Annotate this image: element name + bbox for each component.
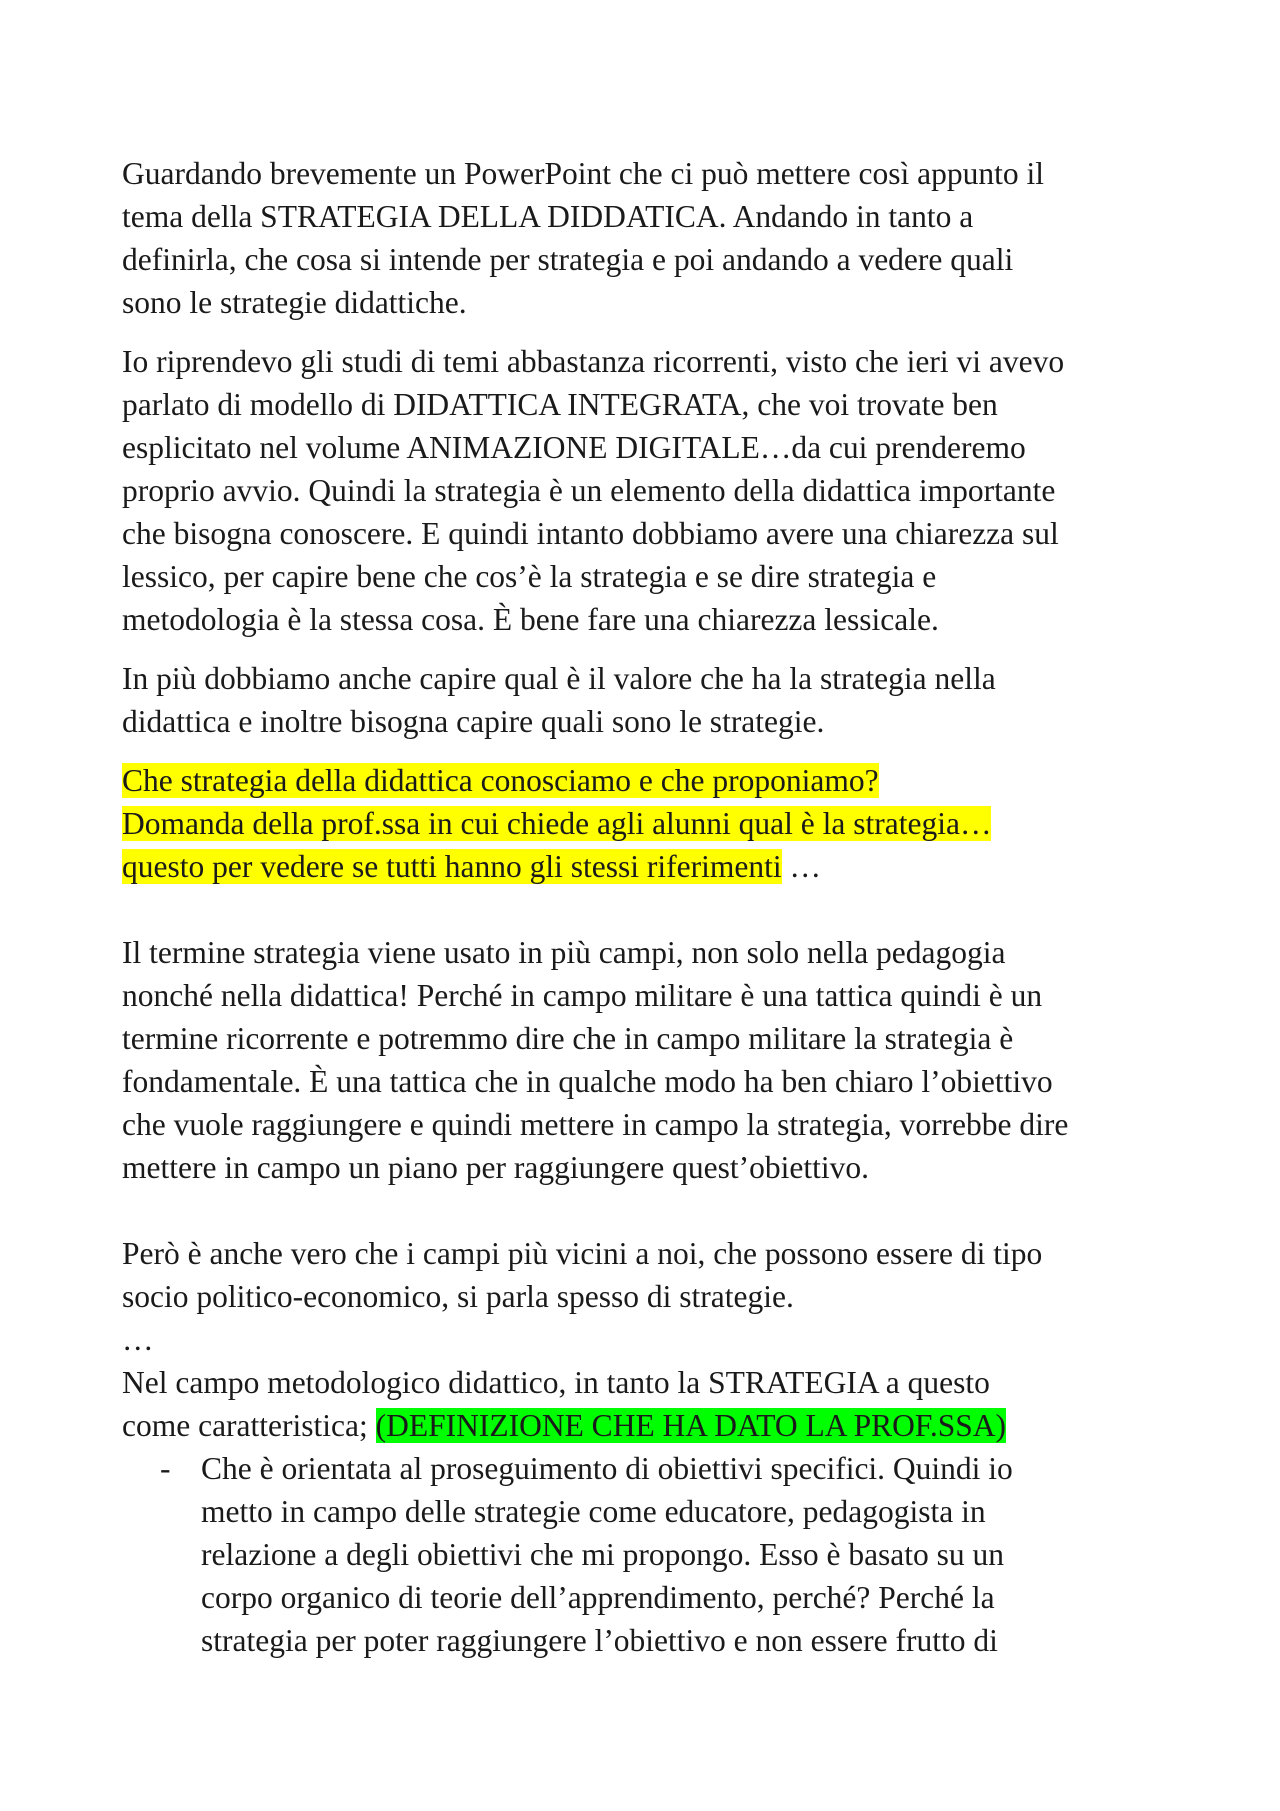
text-line: corpo organico di teorie dell’apprendimento, perché? Perché la bbox=[201, 1580, 995, 1615]
blank-line bbox=[122, 888, 1172, 931]
text-line: Nel campo metodologico didattico, in tanto la STRATEGIA a questo bbox=[122, 1365, 990, 1400]
text-line: esplicitato nel volume ANIMAZIONE DIGITALE…da cui prenderemo bbox=[122, 430, 1026, 465]
text-line: definirla, che cosa si intende per strategia e poi andando a vedere quali bbox=[122, 242, 1014, 277]
paragraph-campo-metodologico bbox=[122, 1232, 1172, 1447]
text-line: … bbox=[122, 1322, 154, 1357]
green-highlight: (DEFINIZIONE CHE HA DATO LA PROF.SSA) bbox=[375, 1408, 1007, 1443]
text-line: Che è orientata al proseguimento di obiettivi specifici. Quindi io bbox=[201, 1451, 1013, 1486]
text-line: che vuole raggiungere e quindi mettere in campo la strategia, vorrebbe dire bbox=[122, 1107, 1069, 1142]
text-line: proprio avvio. Quindi la strategia è un elemento della didattica importante bbox=[122, 473, 1056, 508]
paragraph-didattica-integrata bbox=[122, 340, 1172, 641]
text-line: termine ricorrente e potremmo dire che in campo militare la strategia è bbox=[122, 1021, 1014, 1056]
document-page bbox=[122, 152, 1172, 1662]
text-line: Però è anche vero che i campi più vicini a noi, che possono essere di tipo bbox=[122, 1236, 1043, 1271]
text-line: didattica e inoltre bisogna capire quali sono le strategie. bbox=[122, 704, 825, 739]
paragraph-highlighted-question bbox=[122, 759, 1172, 888]
text-line: lessico, per capire bene che cos’è la strategia e se dire strategia e bbox=[122, 559, 937, 594]
text-line: fondamentale. È una tattica che in qualche modo ha ben chiaro l’obiettivo bbox=[122, 1064, 1053, 1099]
text-line bbox=[122, 802, 1172, 845]
text-line: In più dobbiamo anche capire qual è il valore che ha la strategia nella bbox=[122, 661, 996, 696]
text-line: mettere in campo un piano per raggiungere quest’obiettivo. bbox=[122, 1150, 870, 1185]
yellow-highlight: Che strategia della didattica conosciamo e che proponiamo? bbox=[122, 763, 879, 798]
text-line: metto in campo delle strategie come educatore, pedagogista in bbox=[201, 1494, 986, 1529]
text-fragment: come caratteristica; bbox=[122, 1408, 376, 1443]
text-line bbox=[122, 759, 1172, 802]
text-line: parlato di modello di DIDATTICA INTEGRATA, che voi trovate ben bbox=[122, 387, 998, 422]
yellow-highlight: questo per vedere se tutti hanno gli stessi riferimenti bbox=[122, 849, 782, 884]
text-line: Guardando brevemente un PowerPoint che ci può mettere così appunto il bbox=[122, 156, 1044, 191]
yellow-highlight: Domanda della prof.ssa in cui chiede agli alunni qual è la strategia… bbox=[122, 806, 992, 841]
text-line bbox=[122, 1404, 1172, 1447]
text-line: metodologia è la stessa cosa. È bene fare una chiarezza lessicale. bbox=[122, 602, 939, 637]
paragraph-valore-strategia bbox=[122, 657, 1172, 743]
list-item bbox=[122, 1447, 1172, 1662]
text-line: Il termine strategia viene usato in più campi, non solo nella pedagogia bbox=[122, 935, 1006, 970]
text-line: strategia per poter raggiungere l’obiettivo e non essere frutto di bbox=[201, 1623, 998, 1658]
paragraph-intro bbox=[122, 152, 1172, 324]
bullet-dash: - bbox=[160, 1451, 171, 1486]
text-line: Io riprendevo gli studi di temi abbastanza ricorrenti, visto che ieri vi avevo bbox=[122, 344, 1065, 379]
text-line: nonché nella didattica! Perché in campo militare è una tattica quindi è un bbox=[122, 978, 1043, 1013]
blank-line bbox=[122, 1189, 1172, 1232]
text-line bbox=[122, 845, 1172, 888]
ellipsis-text: … bbox=[781, 849, 821, 884]
text-line: sono le strategie didattiche. bbox=[122, 285, 467, 320]
text-line: tema della STRATEGIA DELLA DIDDATICA. Andando in tanto a bbox=[122, 199, 974, 234]
text-line: che bisogna conoscere. E quindi intanto dobbiamo avere una chiarezza sul bbox=[122, 516, 1059, 551]
text-line: relazione a degli obiettivi che mi propongo. Esso è basato su un bbox=[201, 1537, 1005, 1572]
paragraph-termine-strategia bbox=[122, 931, 1172, 1189]
text-line: socio politico-economico, si parla spesso di strategie. bbox=[122, 1279, 794, 1314]
